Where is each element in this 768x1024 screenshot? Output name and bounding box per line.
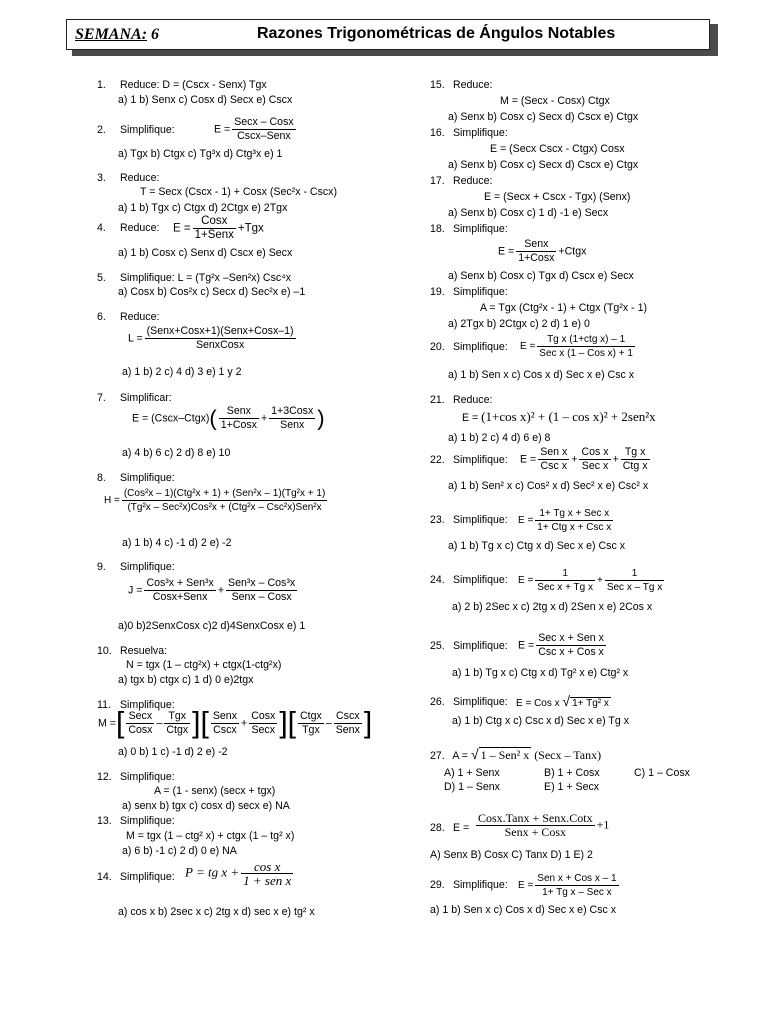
fraction [536, 632, 606, 659]
numerator: Cos³x + Sen³x [146, 577, 214, 589]
header-banner [66, 19, 710, 50]
problem-statement: Simplifique: [452, 514, 508, 526]
formula-lhs: E = [498, 245, 515, 258]
denominator: 1+ Tg x – Sec x [535, 885, 618, 899]
problem-3-options: a) 1 b) Tgx c) Ctgx d) 2Ctgx e) 2Tgx [118, 202, 288, 214]
sqrt-icon: √ [562, 693, 571, 709]
problem-7 [97, 392, 172, 404]
problem-13-expression: M = tgx (1 – ctg² x) + ctgx (1 – tg² x) [126, 830, 295, 842]
problem-8-formula [104, 487, 329, 514]
problem-21-formula [462, 411, 656, 424]
problem-statement: Simplifique: [119, 699, 175, 711]
square-root [471, 748, 531, 762]
problem-12-options: a) senx b) tgx c) cosx d) secx e) NA [122, 800, 290, 812]
radicand: 1+ Tg² x [572, 698, 609, 709]
problem-15-expression: M = (Secx - Cosx) Ctgx [500, 95, 610, 107]
problem-statement: Reduce: [452, 79, 493, 91]
denominator: Ctg x [622, 460, 648, 472]
problem-18 [430, 223, 508, 235]
formula-lhs: P = tg x + [185, 864, 240, 880]
denominator: Ctgx [166, 724, 189, 736]
problem-20-formula [520, 333, 637, 360]
problem-number: 8. [97, 472, 106, 484]
problem-24-options: a) 2 b) 2Sec x c) 2tg x d) 2Sen x e) 2Cos x [452, 601, 653, 613]
numerator: Tg x (1+ctg x) – 1 [547, 334, 626, 345]
problem-18-formula [498, 238, 586, 265]
denominator: Sec x – Tg x [606, 582, 663, 593]
problem-number: 12. [97, 771, 112, 783]
formula-lhs: E = [520, 341, 536, 353]
problem-statement: Simplifique: [119, 871, 175, 883]
problem-statement: Simplifique: [452, 341, 508, 353]
problem-21-options: a) 1 b) 2 c) 4 d) 6 e) 8 [448, 432, 551, 444]
formula-lhs: E = [518, 880, 534, 892]
numerator: Senx [212, 710, 237, 722]
fraction [476, 812, 595, 839]
problem-number: 24. [430, 574, 445, 586]
problem-number: 25. [430, 640, 445, 652]
numerator: 1 [562, 568, 568, 579]
problem-14-formula [185, 860, 295, 887]
problem-24 [430, 574, 508, 586]
problem-number: 18. [430, 223, 445, 235]
numerator: Senx [226, 405, 251, 417]
denominator: Tgx [298, 723, 324, 737]
problem-number: 5. [97, 272, 106, 284]
bracket-open: [ [115, 706, 125, 740]
bracket-close: ] [363, 706, 373, 740]
problem-2 [97, 124, 175, 136]
fraction [241, 860, 293, 887]
problem-22-options: a) 1 b) Sen² x c) Cos² x d) Sec² x e) Csc² x [448, 480, 649, 492]
problem-number: 14. [97, 871, 112, 883]
problem-16 [430, 127, 508, 139]
problem-27-option-a: A) 1 + Senx [444, 767, 500, 779]
problem-28 [430, 822, 469, 834]
denominator: Csc x + Cos x [536, 645, 606, 659]
numerator: 1+ Tg x + Sec x [539, 508, 610, 519]
problem-22-formula: E = $\frac{\text{Sen x}}{\text{Csc x}}$ + $\frac{\text{Cos x}}{\text{Sec x}}$ + $\frac{\text{Tg x}}{\text{Ctg x}}$ [520, 446, 648, 472]
problem-9-options: a)0 b)2SenxCosx c)2 d)4SenxCosx e) 1 [118, 620, 306, 632]
numerator: Senx [524, 238, 549, 250]
problem-10 [97, 645, 167, 657]
fraction [535, 507, 613, 534]
problem-number: 2. [97, 124, 106, 136]
problem-22 [430, 454, 508, 466]
problem-number: 4. [97, 222, 106, 234]
fraction-2 [579, 446, 610, 473]
numerator: Tgx [168, 710, 187, 722]
numerator: Secx [128, 710, 153, 722]
problem-6-formula [128, 325, 298, 352]
numerator: Secx – Cosx [234, 116, 294, 128]
problem-statement: Simplifique: [119, 472, 175, 484]
problem-number: 23. [430, 514, 445, 526]
numerator: 1 [631, 568, 638, 579]
problem-21 [430, 394, 492, 406]
numerator: 1+3Cosx [271, 405, 314, 417]
denominator: 1+Cosx [220, 419, 257, 431]
denominator: Secx [249, 723, 277, 737]
problem-statement: Simplifique: [452, 640, 508, 652]
denominator: 1+Cosx [518, 252, 555, 264]
formula-lhs: L = [128, 332, 143, 345]
problem-15 [430, 79, 492, 91]
bracket-open: [ [287, 706, 297, 740]
problem-26-options: a) 1 b) Ctg x c) Csc x d) Sec x e) Tg x [452, 715, 630, 727]
denominator: 1+ Ctg x + Csc x [537, 522, 612, 533]
formula-lhs: J = [128, 584, 143, 597]
page-title: Razones Trigonométricas de Ángulos Notables [257, 25, 616, 42]
problem-statement: Reduce: D = (Cscx - Senx) Tgx [119, 79, 267, 91]
numerator: Cos x [581, 446, 609, 458]
problem-number: 21. [430, 394, 445, 406]
problem-4-options: a) 1 b) Cosx c) Senx d) Cscx e) Secx [118, 247, 293, 259]
formula-lhs: E = [518, 639, 535, 652]
denominator: Senx [335, 724, 360, 736]
problem-statement: Simplifique: [452, 223, 508, 235]
formula-lhs: E = Cos x [516, 698, 560, 709]
problem-17-options: a) Senx b) Cosx c) 1 d) -1 e) Secx [448, 207, 609, 219]
problem-number: 15. [430, 79, 445, 91]
problem-19-expression: A = Tgx (Ctg²x - 1) + Ctgx (Tg²x - 1) [480, 302, 647, 314]
problem-28-formula [474, 812, 609, 839]
problem-1 [97, 79, 267, 91]
numerator: Cosx [201, 215, 228, 227]
problem-statement: Reduce: [452, 394, 493, 406]
problem-2-options: a) Tgx b) Ctgx c) Tg³x d) Ctg³x e) 1 [118, 148, 283, 160]
problem-6 [97, 311, 159, 323]
formula-lhs: E = [518, 515, 534, 527]
radicand: 1 – Sen² x [480, 748, 530, 762]
problem-27-option-b: B) 1 + Cosx [544, 767, 600, 779]
problem-9 [97, 561, 175, 573]
problem-23-options: a) 1 b) Tg x c) Ctg x d) Sec x e) Csc x [448, 540, 626, 552]
formula-lhs: E = [518, 575, 534, 587]
denominator: Csc x [538, 459, 569, 473]
problem-29 [430, 879, 508, 891]
problem-statement: Simplifique: [452, 879, 508, 891]
problem-number: 29. [430, 879, 445, 891]
fraction [537, 333, 635, 360]
fraction-1 [144, 577, 215, 604]
problem-25-options: a) 1 b) Tg x c) Ctg x d) Tg² x e) Ctg² x [452, 667, 629, 679]
denominator: Sec x + Tg x [537, 582, 593, 593]
formula-lhs: E = (Cscx–Ctgx) [132, 412, 210, 425]
formula-tail: +Tgx [237, 222, 264, 235]
numerator: Sen³x – Cos³x [228, 577, 296, 589]
problem-23 [430, 514, 508, 526]
numerator: cos x [254, 859, 281, 874]
fraction-1 [538, 446, 569, 473]
square-root [562, 695, 610, 710]
denominator: SenxCosx [145, 338, 296, 352]
problem-25 [430, 640, 508, 652]
problem-13-options: a) 6 b) -1 c) 2 d) 0 e) NA [122, 845, 237, 857]
fraction-2 [605, 567, 664, 594]
problem-number: 28. [430, 822, 445, 834]
bracket-close: ] [279, 706, 288, 740]
formula-tail: (Secx – Tanx) [534, 748, 602, 762]
problem-20-options: a) 1 b) Sen x c) Cos x d) Sec x e) Csc x [448, 369, 635, 381]
problem-7-options: a) 4 b) 6 c) 2 d) 8 e) 10 [122, 447, 231, 459]
problem-29-formula [518, 872, 621, 899]
paren-open: ( [209, 405, 217, 431]
problem-number: 26. [430, 696, 445, 708]
formula-tail: +1 [596, 817, 610, 832]
m3-frac-2 [334, 710, 362, 737]
problem-number: 19. [430, 286, 445, 298]
problem-statement: Simplifique: [452, 574, 508, 586]
problem-8 [97, 472, 175, 484]
formula-lhs: E = [462, 412, 479, 424]
numerator: (Senx+Cosx+1)(Senx+Cosx–1) [146, 325, 294, 337]
m2-frac-2 [249, 710, 277, 737]
problem-27-option-d: D) 1 – Senx [444, 781, 500, 793]
fraction-2 [226, 577, 297, 604]
week-number: 6 [151, 26, 160, 43]
problem-statement: Simplifique: [119, 561, 175, 573]
problem-number: 27. [430, 750, 445, 762]
denominator: 1 + sen x [243, 873, 292, 888]
fraction [145, 325, 296, 352]
fraction [232, 116, 295, 143]
numerator: Cosx.Tanx + Senx.Cotx [478, 811, 593, 825]
paren-close: ) [317, 405, 325, 431]
problem-1-options: a) 1 b) Senx c) Cosx d) Secx e) Cscx [118, 94, 293, 106]
fraction-2 [269, 405, 315, 432]
problem-15-options: a) Senx b) Cosx c) Secx d) Cscx e) Ctgx [448, 111, 639, 123]
problem-number: 1. [97, 79, 106, 91]
problem-18-options: a) Senx b) Cosx c) Tgx d) Cscx e) Secx [448, 270, 634, 282]
problem-24-formula: E = $\frac{1}{\text{Sec x + Tg x}}$ + $\frac{1}{\text{Sec x – Tg x}}$ [518, 568, 663, 593]
problem-27-option-c: C) 1 – Cosx [634, 767, 690, 779]
problem-13 [97, 815, 175, 827]
fraction-3 [621, 446, 650, 473]
problem-10-expression: N = tgx (1 – ctg²x) + ctgx(1-ctg²x) [126, 659, 282, 671]
problem-number: 7. [97, 392, 106, 404]
problem-statement: Reduce: [119, 222, 160, 234]
problem-number: 22. [430, 454, 445, 466]
denominator: Senx – Cosx [226, 590, 297, 604]
problem-11-options: a) 0 b) 1 c) -1 d) 2 e) -2 [118, 746, 228, 758]
m1-frac-2 [164, 710, 190, 737]
formula-tail: +Ctgx [558, 245, 587, 258]
numerator: Tg x [624, 446, 646, 458]
formula-lhs: M = [98, 717, 116, 730]
m2-frac-1 [211, 710, 239, 737]
problem-4 [97, 222, 159, 234]
problem-3 [97, 172, 159, 184]
denominator: Cosx [128, 724, 153, 736]
m1-frac-1 [126, 710, 154, 737]
problem-statement: Simplifique: [119, 124, 175, 136]
denominator: Senx + Cosx [476, 825, 595, 839]
bracket-open: [ [200, 706, 209, 740]
problem-16-expression: E = (Secx Cscx - Ctgx) Cosx [490, 143, 625, 155]
problem-20 [430, 341, 508, 353]
problem-11-formula: M =[ $\frac{\text{Secx}}{\text{Cosx}}$ – $\frac{\text{Tgx}}{\text{Ctgx}}$ ][ $\frac{\text{Senx}}{\text{Cscx}}$ + $\frac{\text{Cosx}}{\text{Secx}}$ ][ $\frac{\text{Ctgx}}{\text{Tgx}}$ – $\frac{\text{Cscx}}{\text{Senx}}$ ] [98, 706, 373, 740]
problem-12 [97, 771, 175, 783]
problem-14 [97, 871, 175, 883]
problem-statement: Simplifique: [452, 286, 508, 298]
numerator: (Cos²x – 1)(Ctg²x + 1) + (Sen²x – 1)(Tg²x + 1) [123, 488, 326, 499]
problem-number: 13. [97, 815, 112, 827]
problem-28-options: A) Senx B) Cosx C) Tanx D) 1 E) 2 [430, 849, 593, 861]
formula-lhs: H = [104, 495, 120, 507]
formula-lhs: E = [214, 123, 231, 136]
problem-26-formula [516, 695, 611, 710]
problem-26 [430, 696, 508, 708]
problem-number: 3. [97, 172, 106, 184]
fraction-1 [219, 405, 259, 432]
problem-statement: Reduce: [119, 172, 160, 184]
problem-statement: Simplifique: L = (Tg²x –Sen²x) Csc⁴x [119, 272, 292, 284]
problem-16-options: a) Senx b) Cosx c) Secx d) Cscx e) Ctgx [448, 159, 639, 171]
numerator: Cosx [251, 710, 276, 722]
problem-2-formula [214, 116, 298, 143]
problem-statement: Simplifique: [119, 815, 175, 827]
fraction [516, 238, 556, 265]
denominator: (Tg²x – Sec²x)Cos²x + (Ctg²x – Csc²x)Sen²x [122, 500, 327, 514]
problem-number: 17. [430, 175, 445, 187]
denominator: Sec x [579, 459, 610, 473]
numerator: Sen x [540, 446, 568, 458]
denominator: Senx [269, 418, 315, 432]
problem-19 [430, 286, 508, 298]
problem-4-formula [173, 215, 264, 242]
bracket-close: ] [192, 706, 201, 740]
problem-number: 11. [97, 699, 111, 711]
problem-19-options: a) 2Tgx b) 2Ctgx c) 2 d) 1 e) 0 [448, 318, 590, 330]
problem-23-formula [518, 507, 615, 534]
problem-statement: Simplifique: [452, 454, 508, 466]
denominator: Cscx [211, 723, 239, 737]
denominator: Cosx+Senx [144, 590, 215, 604]
fraction [193, 215, 236, 242]
problem-statement: Resuelva: [119, 645, 168, 657]
problem-14-options: a) cos x b) 2sec x c) 2tg x d) sec x e) tg² x [118, 906, 315, 918]
problem-statement: Reduce: [452, 175, 493, 187]
problem-17-expression: E = (Secx + Cscx - Tgx) (Senx) [484, 191, 631, 203]
problem-7-formula: E = (Cscx–Ctgx)( $\frac{\text{Senx}}{\text{1+Cosx}}$ + $\frac{\text{1+3Cosx}}{\text{Senx}}$ ) [132, 405, 325, 431]
formula-lhs: E = [452, 822, 470, 834]
problem-5-options: a) Cosx b) Cos²x c) Secx d) Sec²x e) –1 [118, 286, 306, 298]
problem-number: 6. [97, 311, 106, 323]
numerator: Ctgx [300, 710, 322, 722]
m3-frac-1 [298, 710, 324, 737]
problem-10-options: a) tgx b) ctgx c) 1 d) 0 e)2tgx [118, 674, 254, 686]
problem-6-options: a) 1 b) 2 c) 4 d) 3 e) 1 y 2 [122, 366, 242, 378]
problem-statement: Simplificar: [119, 392, 172, 404]
problem-12-expression: A = (1 - senx) (secx + tgx) [154, 785, 276, 797]
formula-lhs: A = [452, 750, 468, 762]
formula-expression: (1+cos x)² + (1 – cos x)² + 2sen²x [481, 409, 656, 424]
problem-number: 9. [97, 561, 106, 573]
numerator: Cscx [336, 710, 360, 722]
problem-statement: Simplifique: [452, 696, 508, 708]
problem-27 [430, 748, 601, 762]
problem-statement: Reduce: [119, 311, 160, 323]
problem-statement: Simplifique: [452, 127, 508, 139]
problem-17 [430, 175, 492, 187]
problem-8-options: a) 1 b) 4 c) -1 d) 2 e) -2 [122, 537, 232, 549]
formula-lhs: E = [173, 222, 191, 235]
problem-9-formula: J = $\frac{\text{Cos³x + Sen³x}}{\text{Cosx+Senx}}$ + $\frac{\text{Sen³x – Cos³x}}{\text{Senx – Cosx}}$ [128, 577, 296, 603]
problem-5 [97, 272, 291, 284]
problem-number: 16. [430, 127, 445, 139]
numerator: Sec x + Sen x [538, 632, 604, 644]
fraction [535, 872, 618, 899]
denominator: Cscx–Senx [232, 129, 295, 143]
sqrt-icon: √ [470, 746, 479, 762]
week-tag [75, 26, 159, 44]
problem-27-option-e: E) 1 + Secx [544, 781, 600, 793]
denominator: 1+Senx [194, 229, 234, 241]
problem-29-options: a) 1 b) Sen x c) Cos x d) Sec x e) Csc x [430, 904, 617, 916]
problem-number: 10. [97, 645, 112, 657]
numerator: Sen x + Cos x – 1 [537, 873, 617, 884]
fraction-1 [535, 567, 595, 594]
problem-number: 20. [430, 341, 445, 353]
denominator: Sec x (1 – Cos x) + 1 [539, 348, 633, 359]
problem-25-formula [518, 632, 608, 659]
problem-statement: Simplifique: [119, 771, 175, 783]
fraction [122, 487, 327, 514]
week-label: SEMANA: [75, 26, 148, 43]
problem-3-expression: T = Secx (Cscx - 1) + Cosx (Sec²x - Cscx) [140, 186, 337, 198]
formula-lhs: E = [520, 453, 537, 466]
